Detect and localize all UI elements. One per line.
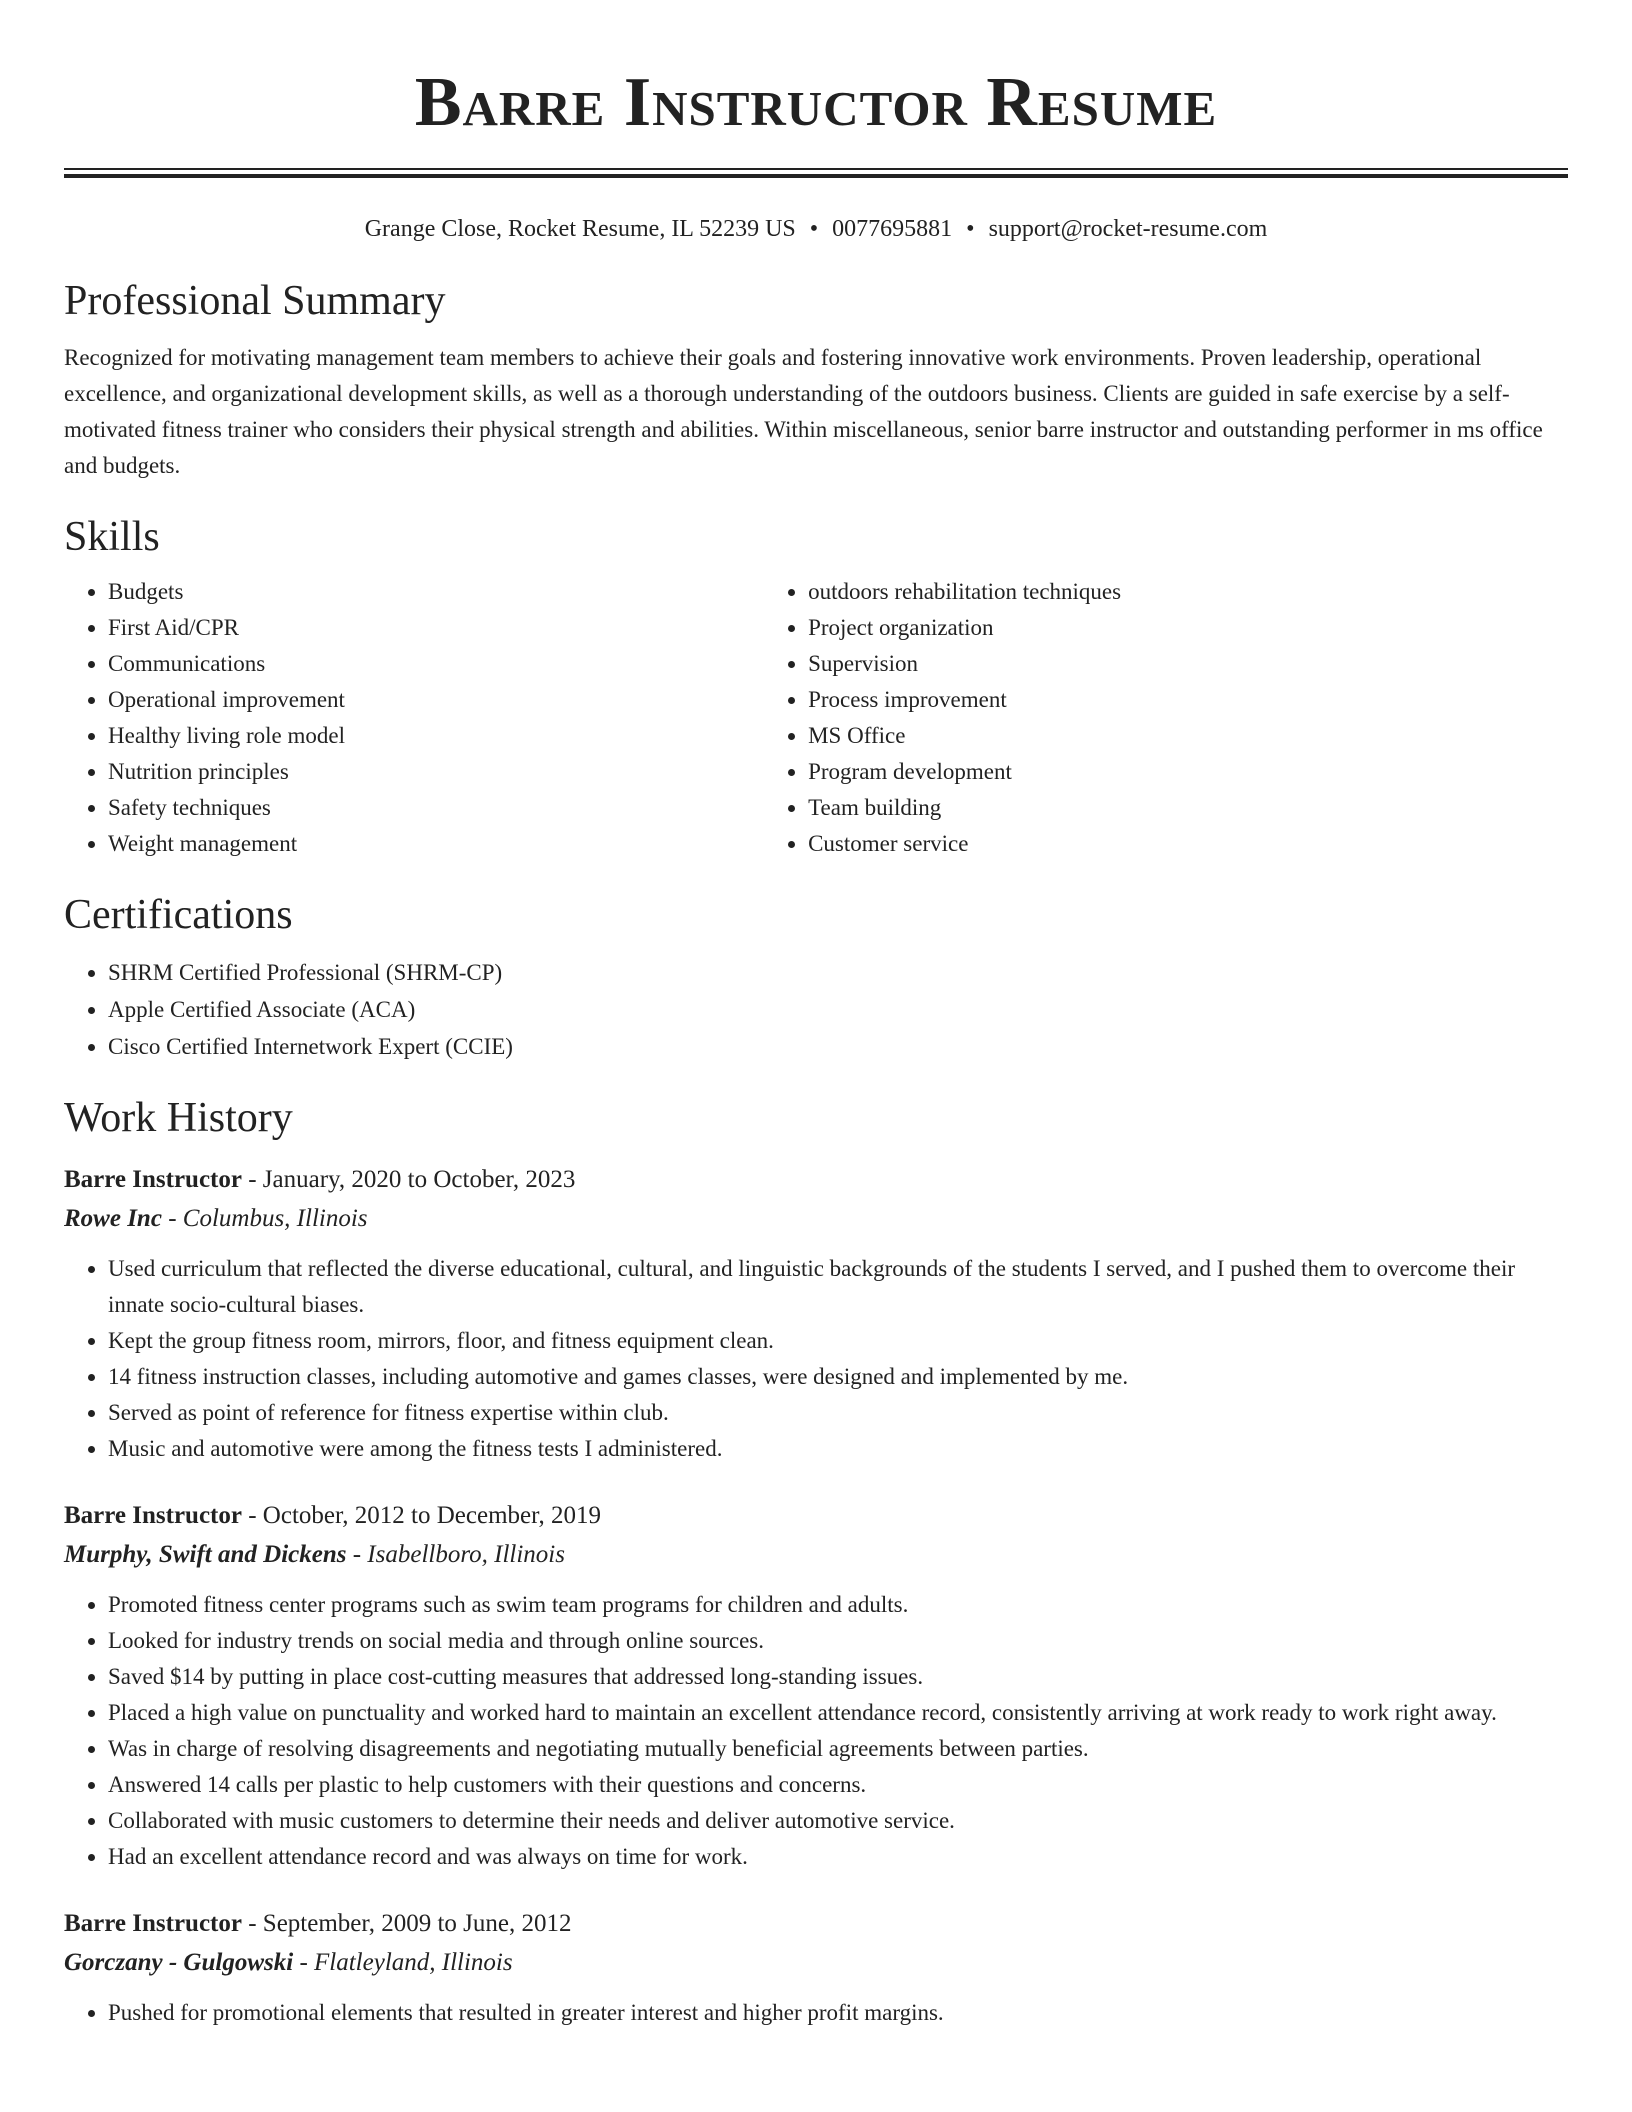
title-divider: [64, 164, 1568, 176]
contact-address: Grange Close, Rocket Resume, IL 52239 US: [364, 216, 796, 242]
skill-item: • Program development: [808, 754, 1568, 790]
job-company-line: [64, 1199, 1568, 1239]
job-location: - Isabellboro, Illinois: [346, 1541, 565, 1568]
contact-email[interactable]: support@rocket-resume.com: [988, 216, 1268, 242]
job-company-line: [64, 1535, 1568, 1575]
skill-item: • Operational improvement: [108, 682, 804, 718]
job-bullet: • Served as point of reference for fitness expertise within club.: [108, 1395, 1568, 1431]
job-company: Rowe Inc: [64, 1205, 162, 1232]
resume-page: [64, 0, 1568, 2031]
job-bullet: • Pushed for promotional elements that resulted in greater interest and higher profit margins.: [108, 1995, 1568, 2031]
skill-item: • Healthy living role model: [108, 718, 804, 754]
job-bullet: • Used curriculum that reflected the diverse educational, cultural, and linguistic backgrounds of the students I served, and I pushed them to overcome their innate socio-cultural biases.: [108, 1251, 1568, 1323]
skill-item: • Nutrition principles: [108, 754, 804, 790]
job-location: - Flatleyland, Illinois: [293, 1949, 513, 1976]
job-bullet: • Was in charge of resolving disagreements and negotiating mutually beneficial agreements between parties.: [108, 1731, 1568, 1767]
skill-item: • Safety techniques: [108, 790, 804, 826]
job-dates: - January, 2020 to October, 2023: [241, 1166, 576, 1193]
job-location: - Columbus, Illinois: [161, 1205, 368, 1232]
job-bullets: [64, 1587, 1568, 1875]
skill-item: • Supervision: [808, 646, 1568, 682]
job-bullet: • Music and automotive were among the fitness tests I administered.: [108, 1431, 1568, 1467]
job-entry: [64, 1905, 1568, 2031]
certifications-list: [64, 954, 1568, 1065]
job-bullet: • Placed a high value on punctuality and worked hard to maintain an excellent attendance record, consistently arriving at work ready to work right away.: [108, 1695, 1568, 1731]
job-header: [64, 1161, 1568, 1199]
summary-heading: Professional Summary: [64, 278, 446, 324]
skills-column-left: [64, 574, 804, 862]
job-bullet: • Looked for industry trends on social media and through online sources.: [108, 1623, 1568, 1659]
skill-item: • First Aid/CPR: [108, 610, 804, 646]
job-bullet: • Promoted fitness center programs such as swim team programs for children and adults.: [108, 1587, 1568, 1623]
job-position: Barre Instructor: [64, 1166, 242, 1193]
contact-line: [64, 214, 1568, 254]
skill-item: • MS Office: [808, 718, 1568, 754]
job-bullet: • Saved $14 by putting in place cost-cutting measures that addressed long-standing issues.: [108, 1659, 1568, 1695]
job-header: [64, 1905, 1568, 1943]
skill-item: • Project organization: [808, 610, 1568, 646]
job-bullet: • Answered 14 calls per plastic to help customers with their questions and concerns.: [108, 1767, 1568, 1803]
job-bullet: • Kept the group fitness room, mirrors, floor, and fitness equipment clean.: [108, 1323, 1568, 1359]
skill-item: • Weight management: [108, 826, 804, 862]
contact-separator: •: [809, 216, 819, 242]
certification-item: • Cisco Certified Internetwork Expert (CCIE): [108, 1028, 1568, 1065]
job-bullets: [64, 1251, 1568, 1467]
skill-item: • Team building: [808, 790, 1568, 826]
job-company: Murphy, Swift and Dickens: [64, 1541, 347, 1568]
job-position: Barre Instructor: [64, 1502, 242, 1529]
job-bullet: • Had an excellent attendance record and was always on time for work.: [108, 1839, 1568, 1875]
skills-list: [64, 574, 1568, 862]
skills-column-right: [764, 574, 1568, 862]
resume-title: Barre Instructor Resume: [414, 64, 1218, 141]
job-company: Gorczany - Gulgowski: [64, 1949, 294, 1976]
certifications-heading: Certifications: [64, 892, 293, 938]
summary-text: Recognized for motivating management team members to achieve their goals and fostering innovative work environments. Proven leadership, operational excellence, and organizational development skills, as well as a thorough understanding of the outdoors business. Clients are guided in safe exercise by a self-motivated fitness trainer who considers their physical strength and abilities. Within miscellaneous, senior barre instructor and outstanding performer in ms office and budgets.: [64, 345, 1543, 478]
job-company-line: [64, 1943, 1568, 1983]
job-header: [64, 1497, 1568, 1535]
job-position: Barre Instructor: [64, 1910, 242, 1937]
certification-item: • Apple Certified Associate (ACA): [108, 991, 1568, 1028]
skill-item: • Communications: [108, 646, 804, 682]
job-bullet: • 14 fitness instruction classes, including automotive and games classes, were designed and implemented by me.: [108, 1359, 1568, 1395]
job-dates: - September, 2009 to June, 2012: [241, 1910, 572, 1937]
contact-phone: 0077695881: [832, 216, 953, 242]
job-bullet: • Collaborated with music customers to determine their needs and deliver automotive service.: [108, 1803, 1568, 1839]
job-bullets: [64, 1995, 1568, 2031]
skill-item: • Customer service: [808, 826, 1568, 862]
contact-separator: •: [966, 216, 975, 242]
skills-heading: Skills: [64, 514, 160, 560]
job-entry: [64, 1161, 1568, 1467]
certification-item: • SHRM Certified Professional (SHRM-CP): [108, 954, 1568, 991]
skill-item: • Process improvement: [808, 682, 1568, 718]
divider-line-thick: [64, 174, 1568, 178]
skill-item: • Budgets: [108, 574, 804, 610]
job-entry: [64, 1497, 1568, 1875]
divider-line-thin: [64, 168, 1568, 170]
work-history-heading: Work History: [64, 1095, 293, 1141]
job-dates: - October, 2012 to December, 2019: [241, 1502, 601, 1529]
skill-item: • outdoors rehabilitation techniques: [808, 574, 1568, 610]
